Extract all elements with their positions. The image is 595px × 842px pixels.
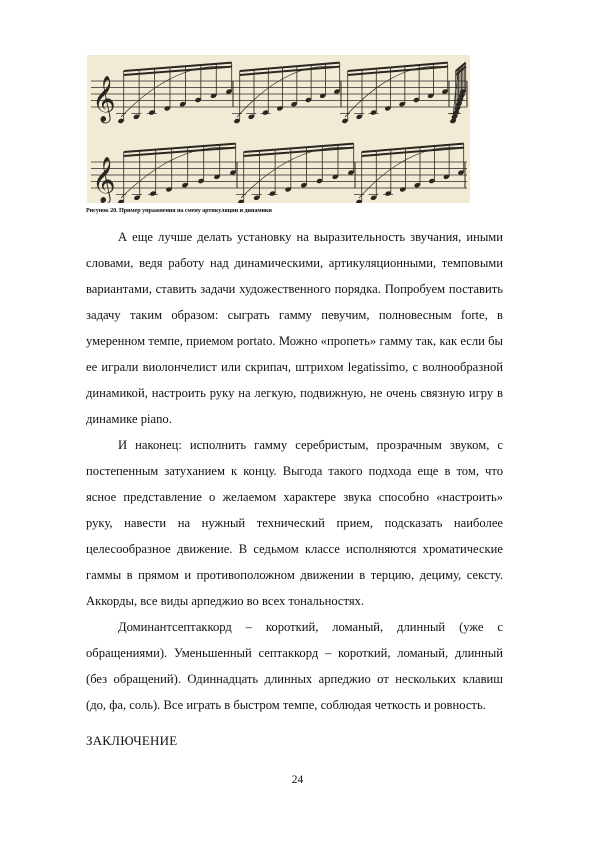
beam [348,67,448,75]
beam [244,148,354,156]
treble-clef-icon: 𝄞 [92,76,116,122]
music-notation-figure [87,55,470,203]
beam [362,148,464,156]
paragraph-3: Доминантсептаккорд – короткий, ломаный, длинный (уже с обращениями). Уменьшенный септаккорд – короткий, ломаный, длинный (без обращений). Одиннадцать длинных арпеджио от нескольких клавиш (до, фа, соль). Все играть в быстром темпе, соблюдая четкость и ровность. [86,620,503,712]
treble-clef-icon: 𝄞 [92,157,116,203]
section-heading: ЗАКЛЮЧЕНИЕ [86,733,178,748]
beam [124,67,232,75]
figure-caption: Рисунок 20. Пример упражнения на смену артикуляции и динамики [86,207,272,214]
page-number: 24 [291,774,304,786]
music-staves [87,55,470,203]
beam [240,67,340,75]
paragraph-1: А еще лучше делать установку на выразительность звучания, иными словами, ведя работу над динамическими, артикуляционными, темповыми вариантами, ставить задачи художественного порядка. Попробуем поставить задачу таким образом: сыграть гамму певучим, полновесным forte, в умеренном темпе, приемом portato. Можно «пропеть» гамму так, как если бы ее играли виолончелист или скрипач, штрихом legatissimo, с волнообразной динамикой, настроить руку на легкую, подвижную, не очень связную игру в динамике piano. [86,230,503,426]
body-text [86,224,503,718]
beam [124,148,236,156]
paragraph-2: И наконец: исполнить гамму серебристым, прозрачным звуком, с постепенным затуханием к концу. Выгода такого подхода еще в том, что ясное представление о желаемом характере звука способно «настроить» руку, навести на нужный технический прием, подсказать наиболее целесообразное движение. В седьмом классе исполняются хроматические гаммы в прямом и противоположном движении в терцию, дециму, сексту. Аккорды, все виды арпеджио во всех тональностях. [86,438,503,608]
